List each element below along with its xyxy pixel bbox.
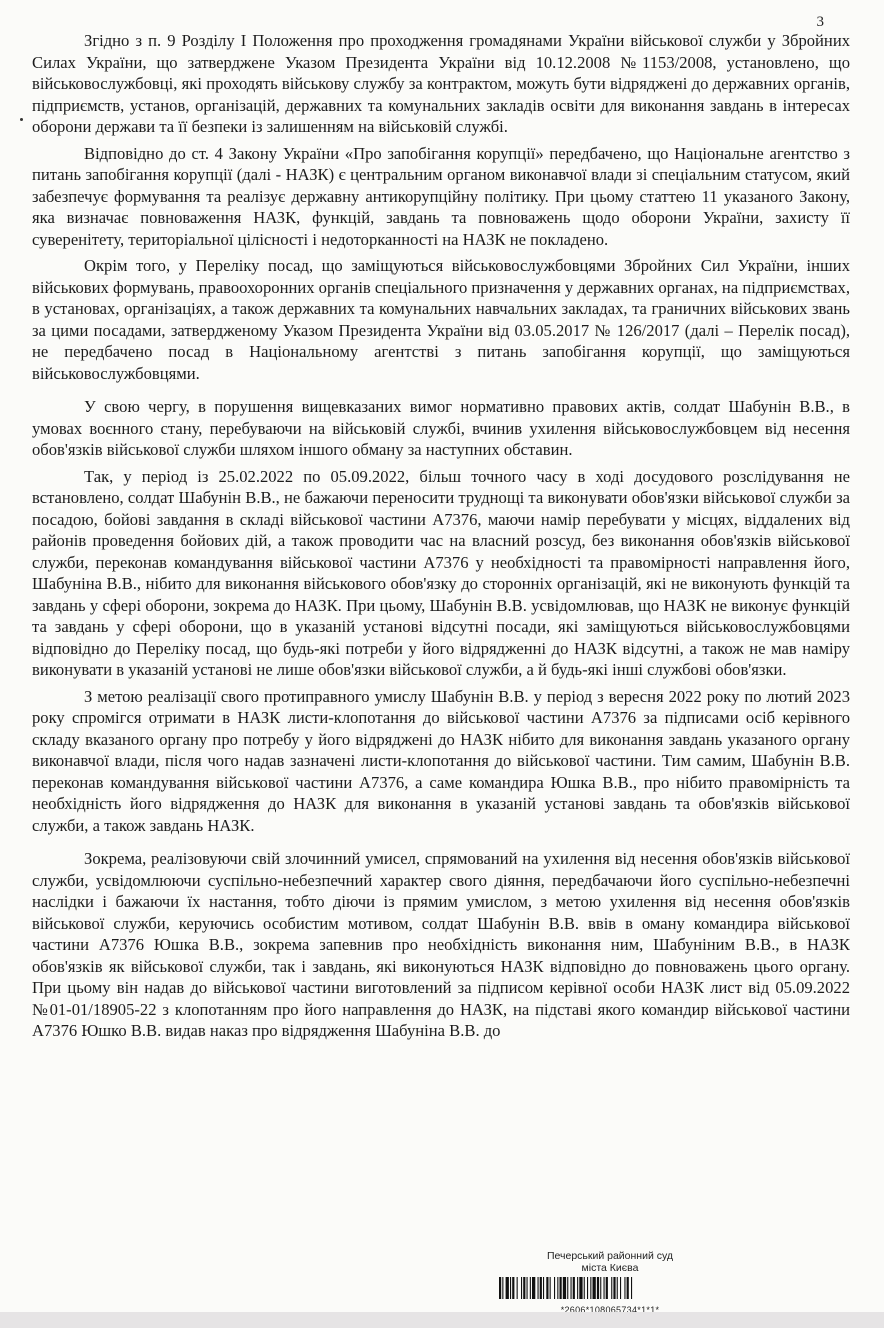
paragraph-7: Зокрема, реалізовуючи свій злочинний умисел, спрямований на ухилення від несення обов'язків військової служби, усвідомлюючи суспільно-небезпечний характер свого діяння, передбачаючи його суспільно-небезпечні наслідки і бажаючи їх настання, тобто діючи із прямим умислом, з метою ухилення від несення обов'язків військової служби, керуючись особистим мотивом, солдат Шабунін В.В. ввів в оману командира військової частини А7376 Юшка В.В., зокрема запевнив про необхідність виконання ним, Шабуніним В.В., в НАЗК обов'язків як військової служби, так і завдань, які виконуються НАЗК відповідно до повноважень цього органу. При цьому він надав до військової частини виготовлений за підписом керівної особи НАЗК лист від 05.09.2022 №01-01/18905-22 з клопотанням про його направлення до НАЗК, на підставі якого командир військової частини А7376 Юшко В.В. видав наказ про відрядження Шабуніна В.В. до [32, 849, 850, 1040]
paragraph-1: Згідно з п. 9 Розділу І Положення про проходження громадянами України військової служби у Збройних Силах України, що затверджене Указом Президента України від 10.12.2008 №1153/2008, установлено, що військовослужбовці, які проходять військову службу за контрактом, можуть бути відряджені до державних органів, підприємств, установ, організацій, державних та комунальних закладів освіти для виконання завдань в інтересах оборони держави та її безпеки із залишенням на військовій службі. [32, 31, 850, 136]
court-name-line1: Печерський районний суд [546, 1250, 674, 1262]
margin-mark [20, 118, 23, 121]
page-number: 3 [816, 14, 824, 30]
paragraph-3: Окрім того, у Переліку посад, що заміщуються військовослужбовцями Збройних Сил України, інших військових формувань, правоохоронних органів спеціального призначення у державних органах, на підприємствах, в установах, організаціях, а також державних та комунальних навчальних закладах, та граничних військових звань за цими посадами, затвердженому Указом Президента України від 03.05.2017 № 126/2017 (далі – Перелік посад), не передбачено посад в Національному агентстві з питань запобігання корупції, що заміщуються військовослужбовцями. [32, 256, 850, 383]
court-stamp [480, 1250, 740, 1312]
barcode-icon [499, 1277, 721, 1299]
paragraph-5: Так, у період із 25.02.2022 по 05.09.2022, більш точного часу в ході досудового розслідування не встановлено, солдат Шабунін В.В., не бажаючи переносити труднощі та виконувати обов'язки військової служби за посадою, бойові завдання в складі військової частини А7376, маючи намір перебувати у місцях, віддалених від районів проведення бойових дій, а також проводити час на власний розсуд, без виконання обов'язків військової служби, переконав командування військової частини А7376 у необхідності та правомірності направлення його, Шабуніна В.В., нібито для виконання військового обов'язку до сторонніх організацій, які не виконують функцій та завдань у сфері оборони, зокрема до НАЗК. При цьому, Шабунін В.В. усвідомлював, що НАЗК не виконує функцій та завдань у сфері оборони, що в указаній установі відсутні посади, які заміщуються військовослужбовцями відповідно до Переліку посад, що будь-які потреби у його відрядженні до НАЗК відсутні, а також не мав наміру виконувати в указаній установі не лише обов'язки військової служби, а й будь-які інші службові обов'язки. [32, 466, 850, 679]
paragraph-6: З метою реалізації свого протиправного умислу Шабунін В.В. у період з вересня 2022 року по лютий 2023 року спромігся отримати в НАЗК листи-клопотання до військової частини А7376 за підписами осіб керівного складу вказаного органу про потребу у його відряджені до НАЗК нібито для виконання завдань указаного органу виконавчої влади, після чого надав зазначені листи-клопотання до військової частини. Тим самим, Шабунін В.В. переконав командування військової частини А7376, а саме командира Юшка В.В., про нібито правомірність та необхідність його відрядження до НАЗК для виконання в указаній установі завдань та обов'язків військової служби, а також завдань НАЗК. [32, 686, 850, 835]
paragraph-4: У свою чергу, в порушення вищевказаних вимог нормативно правових актів, солдат Шабунін В.В., в умовах воєнного стану, перебуваючи на військовій службі, вчинив ухилення військовослужбовцем від несення обов'язків військової служби шляхом іншого обману за наступних обставин. [32, 397, 850, 459]
document-body [32, 30, 850, 1047]
paragraph-2: Відповідно до ст. 4 Закону України «Про запобігання корупції» передбачено, що Національне агентство з питань запобігання корупції (далі - НАЗК) є центральним органом виконавчої влади зі спеціальним статусом, який забезпечує формування та реалізує державну антикорупційну політику. При цьому статтею 11 указаного Закону, яка визначає повноваження НАЗК, функцій, завдань та повноважень щодо оборони України, захисту її суверенітету, територіальної цілісності і недоторканності на НАЗК не покладено. [32, 143, 850, 249]
court-name-line2: міста Києва [581, 1262, 639, 1274]
barcode-number: *2606*108065734*1*1* [560, 1305, 660, 1312]
background-strip [0, 1312, 884, 1328]
